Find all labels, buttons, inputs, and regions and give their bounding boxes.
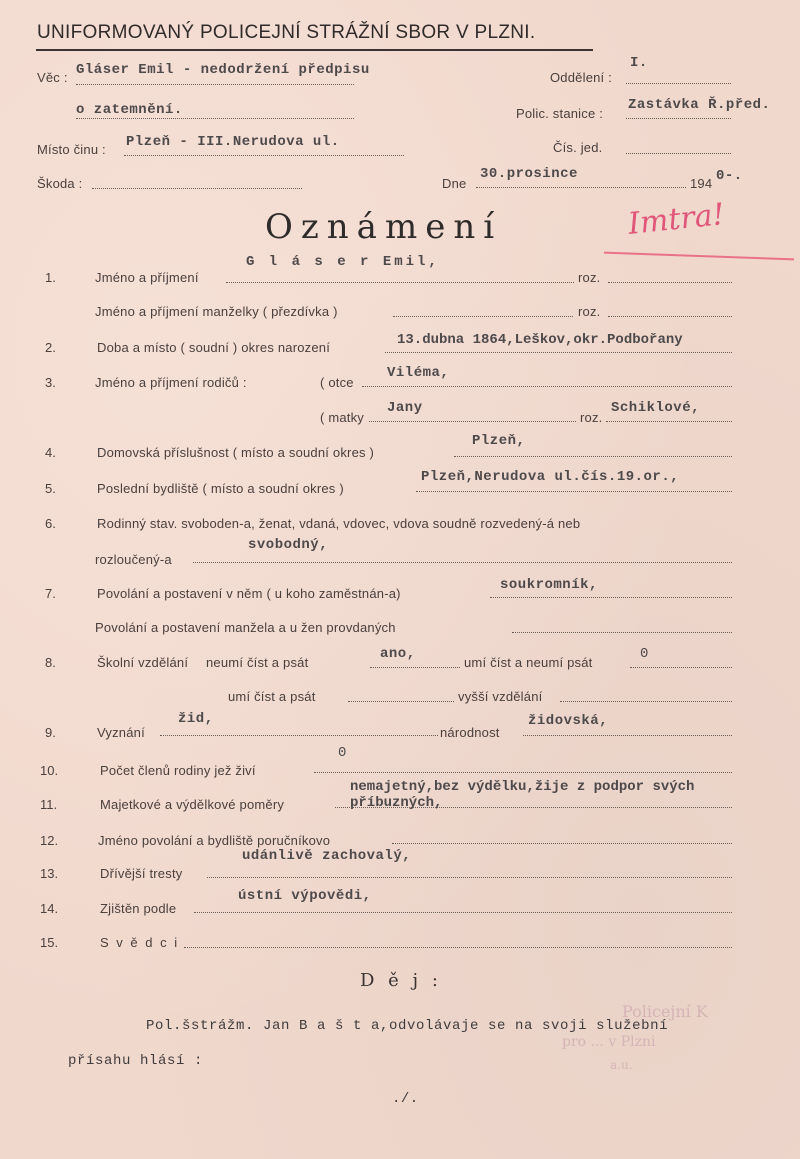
item-5-dots <box>416 491 732 492</box>
item-11-value-line2[interactable]: příbuzných, <box>350 795 443 811</box>
stamp-line2: pro ... v Plzni <box>562 1034 656 1050</box>
item-6-value[interactable]: svobodný, <box>248 537 329 553</box>
item-1-roz-label: roz. <box>578 270 601 285</box>
item-number-11: 11. <box>40 797 58 812</box>
stamp-line1: Policejní K <box>622 1002 708 1021</box>
item-9-label: Vyznání <box>97 725 145 740</box>
item-8-vyssi-dots[interactable] <box>560 701 732 702</box>
item-6-dots <box>193 562 732 563</box>
item-3-matky-dots <box>369 421 576 422</box>
item-7-label2: Povolání a postavení manžela a u žen provdaných <box>95 620 396 635</box>
item-number-4: 4. <box>45 445 56 460</box>
vec-label: Věc : <box>37 70 68 85</box>
dej-line1[interactable]: Pol.šstrážm. Jan B a š t a,odvolávaje se na svoji služební <box>146 1018 669 1034</box>
item-1-dots <box>226 282 574 283</box>
item-1-label: Jméno a příjmení <box>95 270 199 285</box>
item-number-15: 15. <box>40 935 59 950</box>
vec-value-line1[interactable]: Gláser Emil - nedodržení předpisu <box>76 62 370 78</box>
item-7-dots2[interactable] <box>512 632 732 633</box>
item-3-otce-label: ( otce <box>320 375 354 390</box>
cisjed-label: Čís. jed. <box>553 140 603 155</box>
item-11-label: Majetkové a výdělkové poměry <box>100 797 285 812</box>
item-8-neumi-dots <box>370 667 460 668</box>
dne-dots <box>476 187 686 188</box>
oddeleni-value[interactable]: I. <box>630 55 648 71</box>
item-2-dots <box>385 352 732 353</box>
item-12-dots[interactable] <box>392 843 732 844</box>
item-14-dots <box>194 912 732 913</box>
item-number-8: 8. <box>45 655 56 670</box>
item-8-neumi-label: neumí číst a psát <box>206 655 309 670</box>
item-3-otce-dots <box>362 386 732 387</box>
item-3-roz-value[interactable]: Schiklové, <box>611 400 701 416</box>
item-2-value[interactable]: 13.dubna 1864,Leškov,okr.Podbořany <box>397 332 683 348</box>
oddeleni-dots <box>626 83 731 84</box>
item-number-12: 12. <box>40 833 59 848</box>
item-1-roz-dots[interactable] <box>608 282 732 283</box>
dej-end-mark: ./. <box>392 1091 419 1107</box>
item-15-dots[interactable] <box>184 947 732 948</box>
dej-line2[interactable]: přísahu hlásí : <box>68 1053 204 1069</box>
item-1b-label: Jméno a příjmení manželky ( přezdívka ) <box>95 304 338 319</box>
item-6-label2: rozloučený-a <box>95 552 172 567</box>
skoda-label: Škoda : <box>37 176 83 191</box>
red-underline <box>604 252 794 261</box>
item-number-6: 6. <box>45 516 56 531</box>
item-number-2: 2. <box>45 340 56 355</box>
misto-dots <box>124 155 404 156</box>
item-number-14: 14. <box>40 901 59 916</box>
item-7-label: Povolání a postavení v něm ( u koho zaměstnán-a) <box>97 586 401 601</box>
item-9-narodnost-dots <box>523 735 732 736</box>
item-14-value[interactable]: ústní výpovědi, <box>238 888 372 904</box>
item-8-label: Školní vzdělání <box>97 655 189 670</box>
stamp-line3: a.u. <box>610 1058 633 1072</box>
item-9-narodnost-value[interactable]: židovská, <box>528 713 609 729</box>
item-10-dots <box>314 772 732 773</box>
item-3-matky-label: ( matky <box>320 410 365 425</box>
item-2-label: Doba a místo ( soudní ) okres narození <box>97 340 331 355</box>
dej-heading: D ě j : <box>360 970 442 991</box>
item-8-umi-dots[interactable] <box>348 701 454 702</box>
item-8-neumi-value[interactable]: ano, <box>380 646 416 662</box>
item-5-value[interactable]: Plzeň,Nerudova ul.čís.19.or., <box>421 469 680 485</box>
item-5-label: Poslední bydliště ( místo a soudní okres ) <box>97 481 344 496</box>
item-8-umi-neumi-value[interactable]: 0 <box>640 646 649 662</box>
item-number-1: 1. <box>45 270 56 285</box>
item-6-label: Rodinný stav. svoboden-a, ženat, vdaná, vdovec, vdova soudně rozvedený-á neb <box>97 516 581 531</box>
item-8-umi-label: umí číst a psát <box>228 689 316 704</box>
item-number-5: 5. <box>45 481 56 496</box>
item-3-roz-label: roz. <box>580 410 603 425</box>
item-1-value[interactable]: G l á s e r Emil, <box>246 254 440 270</box>
item-12-label: Jméno povolání a bydliště poručníkovo <box>98 833 331 848</box>
stanice-label: Polic. stanice : <box>516 106 604 121</box>
item-13-dots <box>207 877 732 878</box>
item-3-roz-dots <box>606 421 732 422</box>
item-number-7: 7. <box>45 586 56 601</box>
oddeleni-label: Oddělení : <box>550 70 612 85</box>
vec-value-line2[interactable]: o zatemnění. <box>76 102 183 118</box>
vec-line1-dots <box>76 84 354 85</box>
item-number-3: 3. <box>45 375 56 390</box>
item-1b-dots[interactable] <box>393 316 573 317</box>
institution-header: UNIFORMOVANÝ POLICEJNÍ STRÁŽNÍ SBOR V PLZNI. <box>37 22 536 43</box>
header-rule <box>36 49 593 51</box>
item-14-label: Zjištěn podle <box>100 901 177 916</box>
stanice-value[interactable]: Zastávka Ř.před. <box>628 97 771 113</box>
item-15-label: S v ě d c i <box>100 935 180 950</box>
item-8-umi-neumi-dots <box>630 667 732 668</box>
item-3-otce-value[interactable]: Viléma, <box>387 365 450 381</box>
misto-label: Místo činu : <box>37 142 106 157</box>
item-10-label: Počet členů rodiny jež živí <box>100 763 256 778</box>
misto-value[interactable]: Plzeň - III.Nerudova ul. <box>126 134 340 150</box>
item-3-label: Jméno a příjmení rodičů : <box>95 375 247 390</box>
dne-value[interactable]: 30.prosince <box>480 166 578 182</box>
item-number-9: 9. <box>45 725 56 740</box>
year-printed: 194 <box>690 176 713 191</box>
item-10-value[interactable]: 0 <box>338 745 347 761</box>
item-8-vyssi-label: vyšší vzdělání <box>458 689 543 704</box>
item-4-label: Domovská příslušnost ( místo a soudní okres ) <box>97 445 375 460</box>
item-11-dots <box>335 807 732 808</box>
item-9-narodnost-label: národnost <box>440 725 500 740</box>
item-4-value[interactable]: Plzeň, <box>472 433 526 449</box>
item-3-matky-value[interactable]: Jany <box>387 400 423 416</box>
dne-label: Dne <box>442 176 467 191</box>
item-7-dots <box>490 597 732 598</box>
item-9-dots <box>160 735 438 736</box>
vec-line2-dots <box>76 118 354 119</box>
handwritten-note: Imtra! <box>626 197 727 242</box>
item-number-13: 13. <box>40 866 59 881</box>
cisjed-dots[interactable] <box>626 153 731 154</box>
item-8-umi-neumi-label: umí číst a neumí psát <box>464 655 593 670</box>
item-9-value[interactable]: žid, <box>178 711 214 727</box>
item-1b-roz-label: roz. <box>578 304 601 319</box>
item-11-value-line1[interactable]: nemajetný,bez výdělku,žije z podpor svých <box>350 779 695 795</box>
item-13-value[interactable]: udánlivě zachovalý, <box>242 848 412 864</box>
year-typed[interactable]: 0-. <box>716 168 743 184</box>
item-13-label: Dřívější tresty <box>100 866 183 881</box>
stanice-dots <box>626 118 731 119</box>
document-title: Oznámení <box>265 207 503 247</box>
skoda-dots[interactable] <box>92 188 302 189</box>
item-number-10: 10. <box>40 763 59 778</box>
item-7-value[interactable]: soukromník, <box>500 577 598 593</box>
item-1b-roz-dots[interactable] <box>608 316 732 317</box>
item-4-dots <box>454 456 732 457</box>
